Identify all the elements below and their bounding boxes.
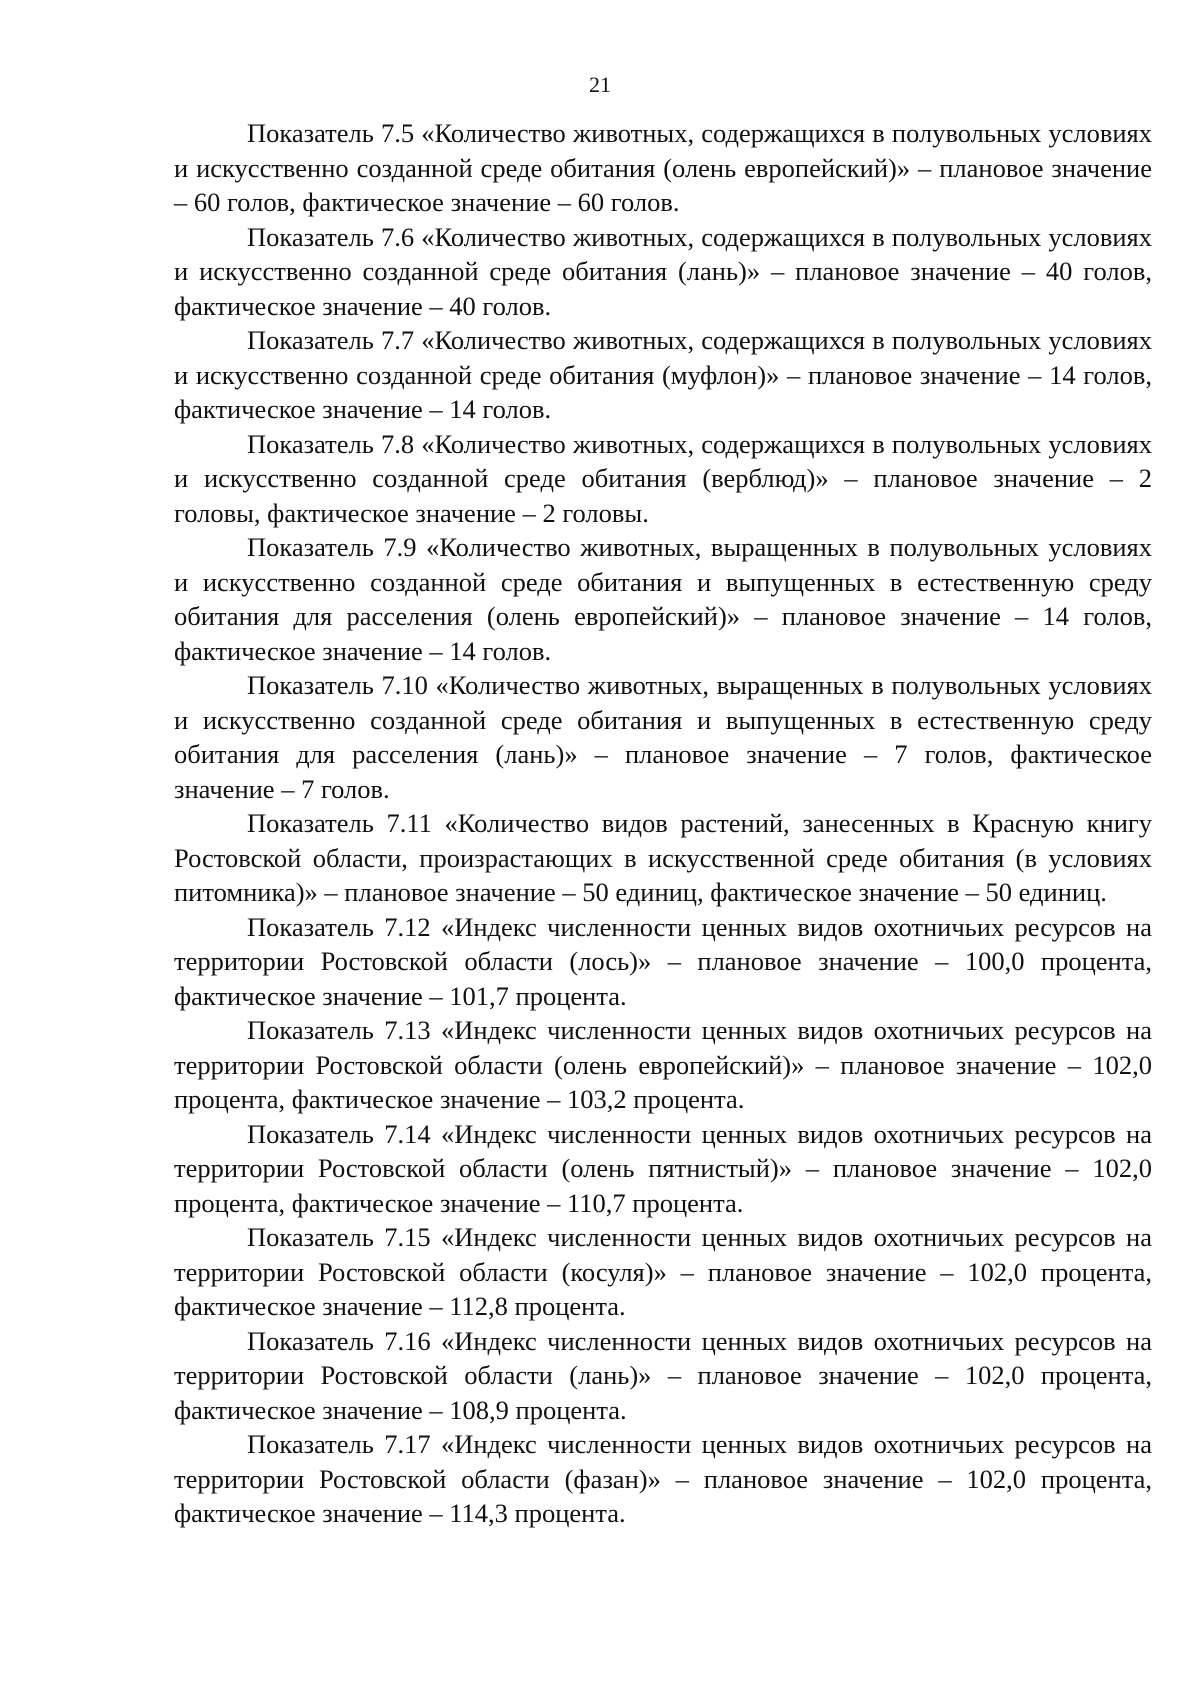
paragraph-indicator-7-7: Показатель 7.7 «Количество животных, содержащихся в полувольных условиях и искусственно созданной среде обитания (муфлон)» – плановое значение – 14 голов, фактическое значение – 14 голов.: [174, 325, 1152, 424]
paragraph-indicator-7-9: Показатель 7.9 «Количество животных, выращенных в полувольных условиях и искусственно созданной среде обитания и выпущенных в естественную среду обитания для расселения (олень европейский)» – плановое значение – 14 голов, фактическое значение – 14 голов.: [174, 532, 1152, 666]
paragraph-indicator-7-5: Показатель 7.5 «Количество животных, содержащихся в полувольных условиях и искусственно созданной среде обитания (олень европейский)» – плановое значение – 60 голов, фактическое значение – 60 голов.: [174, 118, 1152, 217]
paragraph-indicator-7-11: Показатель 7.11 «Количество видов растений, занесенных в Красную книгу Ростовской области, произрастающих в искусственной среде обитания (в условиях питомника)» – плановое значение – 50 единиц, фактическое значение – 50 единиц.: [174, 808, 1152, 907]
paragraph-indicator-7-16: Показатель 7.16 «Индекс численности ценных видов охотничьих ресурсов на территории Ростовской области (лань)» – плановое значение – 102,0 процента, фактическое значение – 108,9 процента.: [174, 1325, 1152, 1425]
paragraph-indicator-7-12: Показатель 7.12 «Индекс численности ценных видов охотничьих ресурсов на территории Ростовской области (лось)» – плановое значение – 100,0 процента, фактическое значение – 101,7 процента.: [174, 911, 1152, 1011]
paragraph-indicator-7-15: Показатель 7.15 «Индекс численности ценных видов охотничьих ресурсов на территории Ростовской области (косуля)» – плановое значение – 102,0 процента, фактическое значение – 112,8 процента.: [174, 1222, 1152, 1321]
paragraph-indicator-7-6: Показатель 7.6 «Количество животных, содержащихся в полувольных условиях и искусственно созданной среде обитания (лань)» – плановое значение – 40 голов, фактическое значение – 40 голов.: [174, 221, 1152, 321]
paragraph-indicator-7-10: Показатель 7.10 «Количество животных, выращенных в полувольных условиях и искусственно созданной среде обитания и выпущенных в естественную среду обитания для расселения (лань)» – плановое значение – 7 голов, фактическое значение – 7 голов.: [174, 670, 1152, 804]
paragraph-indicator-7-17: Показатель 7.17 «Индекс численности ценных видов охотничьих ресурсов на территории Ростовской области (фазан)» – плановое значение – 102,0 процента, фактическое значение – 114,3 процента.: [174, 1429, 1152, 1528]
document-body: [174, 116, 1152, 1531]
paragraph-indicator-7-14: Показатель 7.14 «Индекс численности ценных видов охотничьих ресурсов на территории Ростовской области (олень пятнистый)» – плановое значение – 102,0 процента, фактическое значение – 110,7 процента.: [174, 1118, 1152, 1218]
page-number: 21: [589, 72, 611, 97]
paragraph-indicator-7-13: Показатель 7.13 «Индекс численности ценных видов охотничьих ресурсов на территории Ростовской области (олень европейский)» – плановое значение – 102,0 процента, фактическое значение – 103,2 процента.: [174, 1015, 1152, 1114]
paragraph-indicator-7-8: Показатель 7.8 «Количество животных, содержащихся в полувольных условиях и искусственно созданной среде обитания (верблюд)» – плановое значение – 2 головы, фактическое значение – 2 головы.: [174, 428, 1152, 528]
